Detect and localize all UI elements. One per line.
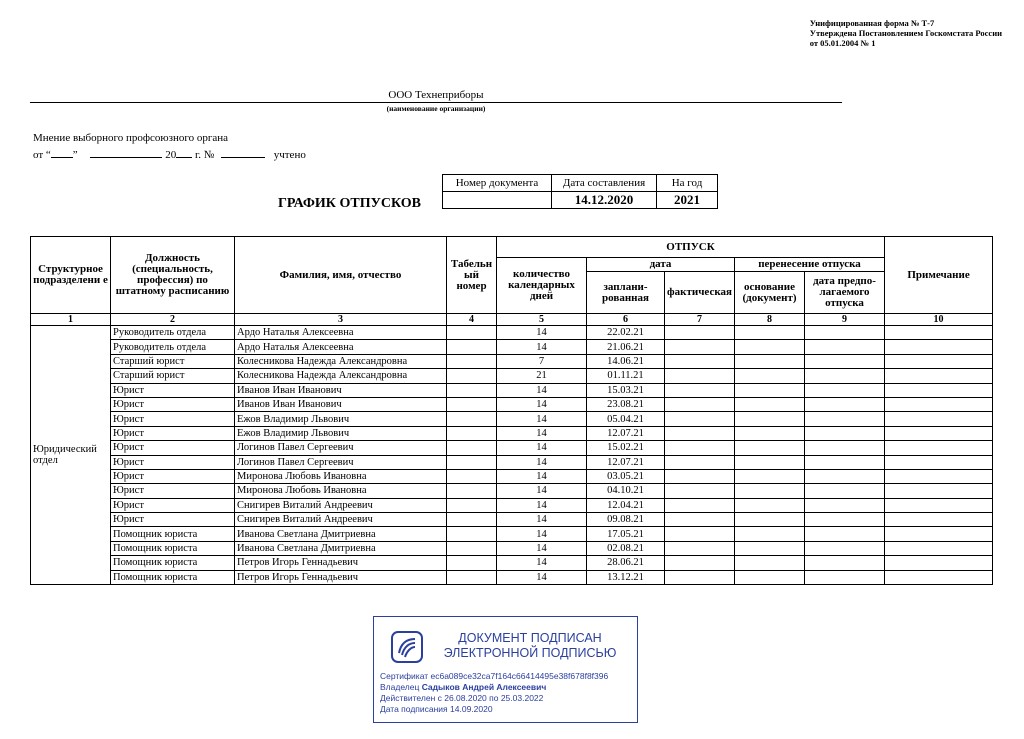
name-cell: Иванова Светлана Дмитриевна [235,527,447,541]
stamp-owner-label: Владелец [380,682,422,692]
opinion-prefix: от “ [33,149,51,161]
position-cell: Помощник юриста [111,556,235,570]
note-cell [885,326,993,340]
name-cell: Ежов Владимир Львович [235,412,447,426]
basis-cell [735,397,805,411]
tab-number-cell [447,426,497,440]
table-row [31,340,993,354]
days-cell: 14 [497,397,587,411]
actual-date-cell [665,412,735,426]
basis-cell [735,340,805,354]
tab-number-cell [447,527,497,541]
expected-date-cell [805,513,885,527]
planned-date-cell: 22.02.21 [587,326,665,340]
name-cell: Снигирев Виталий Андреевич [235,513,447,527]
position-cell: Юрист [111,397,235,411]
opinion-status: учтено [273,149,306,161]
expected-date-cell [805,383,885,397]
table-row [31,369,993,383]
basis-cell [735,527,805,541]
tab-number-cell [447,556,497,570]
form-header-line2: Утверждена Постановлением Госкомстата России [809,28,1002,38]
stamp-info [380,671,608,715]
table-row [31,570,993,584]
position-cell: Юрист [111,469,235,483]
days-cell: 7 [497,354,587,368]
basis-cell [735,513,805,527]
expected-date-cell [805,441,885,455]
planned-date-cell: 03.05.21 [587,469,665,483]
department-cell: Юридический отдел [31,326,111,585]
planned-date-cell: 09.08.21 [587,513,665,527]
table-row [31,383,993,397]
actual-date-cell [665,484,735,498]
tab-number-cell [447,369,497,383]
note-cell [885,469,993,483]
basis-cell [735,541,805,555]
position-cell: Юрист [111,513,235,527]
days-cell: 14 [497,556,587,570]
note-cell [885,570,993,584]
planned-date-cell: 01.11.21 [587,369,665,383]
position-cell: Юрист [111,484,235,498]
opinion-line: Мнение выборного профсоюзного органа [33,132,229,144]
name-cell: Миронова Любовь Ивановна [235,469,447,483]
actual-date-cell [665,369,735,383]
planned-date-cell: 13.12.21 [587,570,665,584]
expected-date-cell [805,541,885,555]
table-row [31,484,993,498]
position-cell: Помощник юриста [111,527,235,541]
actual-date-cell [665,541,735,555]
days-cell: 14 [497,527,587,541]
basis-cell [735,326,805,340]
opinion-year-blank [176,147,192,158]
expected-date-cell [805,354,885,368]
document-meta-table [442,174,718,209]
column-number: 8 [735,314,805,326]
column-number: 10 [885,314,993,326]
header-structural-unit: Структурное подразделени е [31,237,111,314]
name-cell: Колесникова Надежда Александровна [235,369,447,383]
vacation-schedule-table [30,236,993,585]
days-cell: 21 [497,369,587,383]
organization-underline [30,102,842,103]
days-cell: 14 [497,484,587,498]
opinion-details [33,147,306,161]
meta-header-year: На год [657,175,718,192]
note-cell [885,426,993,440]
table-row [31,469,993,483]
actual-date-cell [665,354,735,368]
form-header [810,18,1002,48]
note-cell [885,513,993,527]
note-cell [885,383,993,397]
meta-header-number: Номер документа [443,175,552,192]
stamp-valid: Действителен с 26.08.2020 по 25.03.2022 [380,693,544,703]
column-number: 6 [587,314,665,326]
planned-date-cell: 23.08.21 [587,397,665,411]
name-cell: Иванова Светлана Дмитриевна [235,541,447,555]
table-row [31,513,993,527]
basis-cell [735,484,805,498]
actual-date-cell [665,469,735,483]
expected-date-cell [805,556,885,570]
days-cell: 14 [497,326,587,340]
days-cell: 14 [497,541,587,555]
opinion-month-blank [90,147,162,158]
planned-date-cell: 21.06.21 [587,340,665,354]
expected-date-cell [805,455,885,469]
header-basis: основание (документ) [735,272,805,314]
table-row [31,397,993,411]
basis-cell [735,570,805,584]
header-vacation: ОТПУСК [497,237,885,258]
opinion-number-blank [221,147,265,158]
planned-date-cell: 28.06.21 [587,556,665,570]
planned-date-cell: 17.05.21 [587,527,665,541]
planned-date-cell: 15.02.21 [587,441,665,455]
name-cell: Иванов Иван Иванович [235,383,447,397]
tab-number-cell [447,412,497,426]
basis-cell [735,383,805,397]
basis-cell [735,556,805,570]
expected-date-cell [805,570,885,584]
opinion-day-blank [51,147,73,158]
actual-date-cell [665,441,735,455]
planned-date-cell: 12.07.21 [587,426,665,440]
table-row [31,556,993,570]
basis-cell [735,426,805,440]
position-cell: Старший юрист [111,369,235,383]
planned-date-cell: 12.04.21 [587,498,665,512]
name-cell: Снигирев Виталий Андреевич [235,498,447,512]
table-row [31,441,993,455]
table-row [31,455,993,469]
header-actual: фактическая [665,272,735,314]
note-cell [885,484,993,498]
note-cell [885,369,993,383]
expected-date-cell [805,412,885,426]
header-planned: заплани-рованная [587,272,665,314]
days-cell: 14 [497,383,587,397]
basis-cell [735,354,805,368]
tab-number-cell [447,513,497,527]
actual-date-cell [665,513,735,527]
expected-date-cell [805,498,885,512]
table-row [31,498,993,512]
note-cell [885,541,993,555]
expected-date-cell [805,469,885,483]
expected-date-cell [805,527,885,541]
column-number: 2 [111,314,235,326]
tab-number-cell [447,441,497,455]
position-cell: Юрист [111,441,235,455]
tab-number-cell [447,383,497,397]
days-cell: 14 [497,455,587,469]
meta-value-number [443,192,552,209]
header-date: дата [587,258,735,272]
basis-cell [735,412,805,426]
actual-date-cell [665,426,735,440]
note-cell [885,412,993,426]
days-cell: 14 [497,426,587,440]
column-number: 5 [497,314,587,326]
stamp-owner [380,682,608,693]
opinion-year-prefix: 20 [165,149,177,161]
tab-number-cell [447,484,497,498]
form-header-line1: Унифицированная форма № Т-7 [809,18,935,28]
note-cell [885,354,993,368]
basis-cell [735,498,805,512]
planned-date-cell: 05.04.21 [587,412,665,426]
table-row [31,426,993,440]
expected-date-cell [805,397,885,411]
note-cell [885,498,993,512]
actual-date-cell [665,326,735,340]
table-row [31,541,993,555]
basis-cell [735,369,805,383]
meta-value-date: 14.12.2020 [552,192,657,209]
position-cell: Помощник юриста [111,570,235,584]
header-full-name: Фамилия, имя, отчество [235,237,447,314]
name-cell: Ежов Владимир Львович [235,426,447,440]
form-header-line3: от 05.01.2004 № 1 [809,38,876,48]
opinion-quote: ” [72,149,78,161]
stamp-signed: Дата подписания 14.09.2020 [380,704,493,714]
name-cell: Ардо Наталья Алексеевна [235,340,447,354]
name-cell: Логинов Павел Сергеевич [235,455,447,469]
tab-number-cell [447,326,497,340]
basis-cell [735,455,805,469]
table-row [31,326,993,340]
column-number: 4 [447,314,497,326]
planned-date-cell: 04.10.21 [587,484,665,498]
opinion-year-suffix: г. № [192,149,215,161]
expected-date-cell [805,484,885,498]
header-days: количество календарных дней [497,258,587,314]
column-number: 7 [665,314,735,326]
stamp-certificate: Сертификат ec6a089ce32ca7f164c66414495e38f678f8f396 [380,671,609,681]
name-cell: Петров Игорь Геннадьевич [235,556,447,570]
note-cell [885,527,993,541]
position-cell: Руководитель отдела [111,326,235,340]
column-number: 9 [805,314,885,326]
name-cell: Петров Игорь Геннадьевич [235,570,447,584]
position-cell: Юрист [111,412,235,426]
note-cell [885,455,993,469]
position-cell: Руководитель отдела [111,340,235,354]
planned-date-cell: 02.08.21 [587,541,665,555]
meta-header-date: Дата составления [552,175,657,192]
note-cell [885,397,993,411]
column-number: 3 [235,314,447,326]
days-cell: 14 [497,513,587,527]
tab-number-cell [447,397,497,411]
expected-date-cell [805,340,885,354]
days-cell: 14 [497,570,587,584]
expected-date-cell [805,326,885,340]
planned-date-cell: 12.07.21 [587,455,665,469]
expected-date-cell [805,426,885,440]
header-tab-number: Табельн ый номер [447,237,497,314]
name-cell: Ардо Наталья Алексеевна [235,326,447,340]
signature-logo-icon [391,631,423,663]
actual-date-cell [665,340,735,354]
basis-cell [735,441,805,455]
stamp-title-line2: ЭЛЕКТРОННОЙ ПОДПИСЬЮ [443,646,617,660]
basis-cell [735,469,805,483]
tab-number-cell [447,570,497,584]
tab-number-cell [447,469,497,483]
organization-caption: (наименование организации) [386,104,486,113]
name-cell: Миронова Любовь Ивановна [235,484,447,498]
name-cell: Логинов Павел Сергеевич [235,441,447,455]
position-cell: Юрист [111,426,235,440]
stamp-title-line1: ДОКУМЕНТ ПОДПИСАН [458,631,602,645]
days-cell: 14 [497,340,587,354]
days-cell: 14 [497,469,587,483]
schedule-body [31,326,993,585]
electronic-signature-stamp [373,616,638,723]
actual-date-cell [665,498,735,512]
header-note: Примечание [885,237,993,314]
table-row [31,354,993,368]
actual-date-cell [665,383,735,397]
note-cell [885,441,993,455]
position-cell: Юрист [111,383,235,397]
expected-date-cell [805,369,885,383]
planned-date-cell: 14.06.21 [587,354,665,368]
actual-date-cell [665,570,735,584]
position-cell: Юрист [111,498,235,512]
header-transfer: перенесение отпуска [735,258,885,272]
actual-date-cell [665,397,735,411]
planned-date-cell: 15.03.21 [587,383,665,397]
stamp-owner-name: Садыков Андрей Алексеевич [421,682,547,692]
name-cell: Иванов Иван Иванович [235,397,447,411]
note-cell [885,556,993,570]
actual-date-cell [665,556,735,570]
position-cell: Старший юрист [111,354,235,368]
name-cell: Колесникова Надежда Александровна [235,354,447,368]
document-title: ГРАФИК ОТПУСКОВ [278,196,421,211]
header-expected-date: дата предпо-лагаемого отпуска [805,272,885,314]
tab-number-cell [447,455,497,469]
header-position: Должность (специальность, профессия) по штатному расписанию [111,237,235,314]
table-row [31,527,993,541]
days-cell: 14 [497,498,587,512]
stamp-title [424,631,636,661]
days-cell: 14 [497,412,587,426]
note-cell [885,340,993,354]
position-cell: Помощник юриста [111,541,235,555]
actual-date-cell [665,455,735,469]
tab-number-cell [447,541,497,555]
column-number: 1 [31,314,111,326]
actual-date-cell [665,527,735,541]
tab-number-cell [447,354,497,368]
tab-number-cell [447,498,497,512]
position-cell: Юрист [111,455,235,469]
meta-value-year: 2021 [657,192,718,209]
days-cell: 14 [497,441,587,455]
organization-name: ООО Технеприборы [388,89,484,101]
tab-number-cell [447,340,497,354]
table-row [31,412,993,426]
column-numbers-row [31,314,993,326]
